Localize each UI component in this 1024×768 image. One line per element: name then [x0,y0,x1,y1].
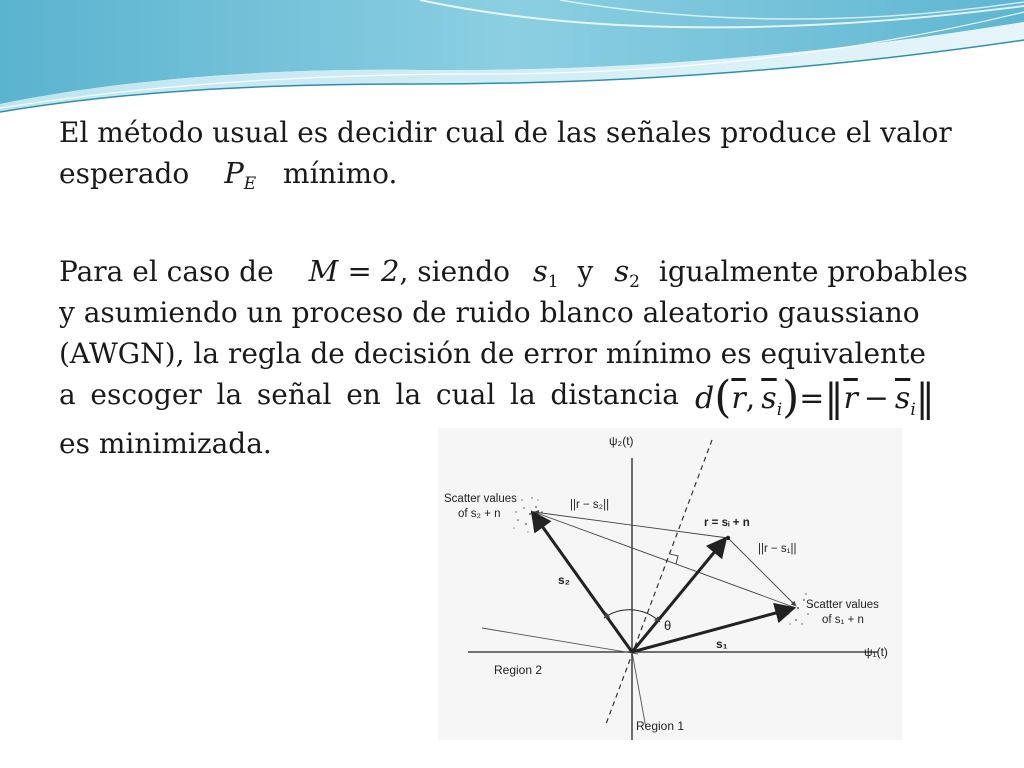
label-r-minus-s1: ||r − s₁|| [758,543,797,555]
psi2-axis-label: ψ₂(t) [609,434,634,448]
decision-regions-figure [438,428,902,740]
text-igualmente-probables: igualmente probables [658,255,968,288]
label-s2: s₂ [558,573,571,587]
paragraph-1-line-1: El método usual es decidir cual de las señales produce el valor [59,116,952,149]
s1-symbol: $s_1$ [532,254,559,292]
text-siendo: , siendo [399,255,510,288]
psi1-axis-label: ψ₁(t) [864,645,888,659]
text-esperado: esperado [59,157,190,190]
pe-symbol: $P_E$ [224,156,257,194]
paragraph-2-line-2: y asumiendo un proceso de ruido blanco aleatorio gaussiano [59,296,920,329]
paragraph-1-line-2 [59,153,397,194]
scatter-s1-label-1: Scatter values [806,599,879,611]
distance-formula: $d(\overline{r}$, $\overline{s}_i)=‖\overline{r}$ − $\overline{s}_i‖$ [695,372,935,423]
m-equals-2: M = 2 [308,254,400,288]
text-minimo: mínimo. [283,157,398,190]
scatter-s2-label-2: of s₂ + n [458,508,501,520]
paragraph-2-line-1 [59,251,968,292]
s2-symbol: $s_2$ [614,254,640,292]
text-para-el-caso: Para el caso de [59,255,274,288]
scatter-s2-label-1: Scatter values [444,493,517,505]
paragraph-2-line-4: a escoger la señal en la cual la distancia [59,378,679,411]
header-swoosh-decoration [0,0,1024,120]
label-s1: s₁ [716,637,728,651]
label-theta: θ [664,618,672,633]
label-region-1: Region 1 [636,719,685,733]
label-region-2: Region 2 [494,663,543,677]
text-y: y [577,255,594,288]
point-r [726,536,730,540]
label-r-equals: r = sᵢ + n [704,517,750,529]
label-r-minus-s2: ||r − s₂|| [570,499,610,511]
paragraph-2-line-3: (AWGN), la regla de decisión de error mínimo es equivalente [59,337,926,370]
scatter-s1-label-2: of s₁ + n [822,614,864,626]
paragraph-2-line-5: es minimizada. [59,427,272,460]
